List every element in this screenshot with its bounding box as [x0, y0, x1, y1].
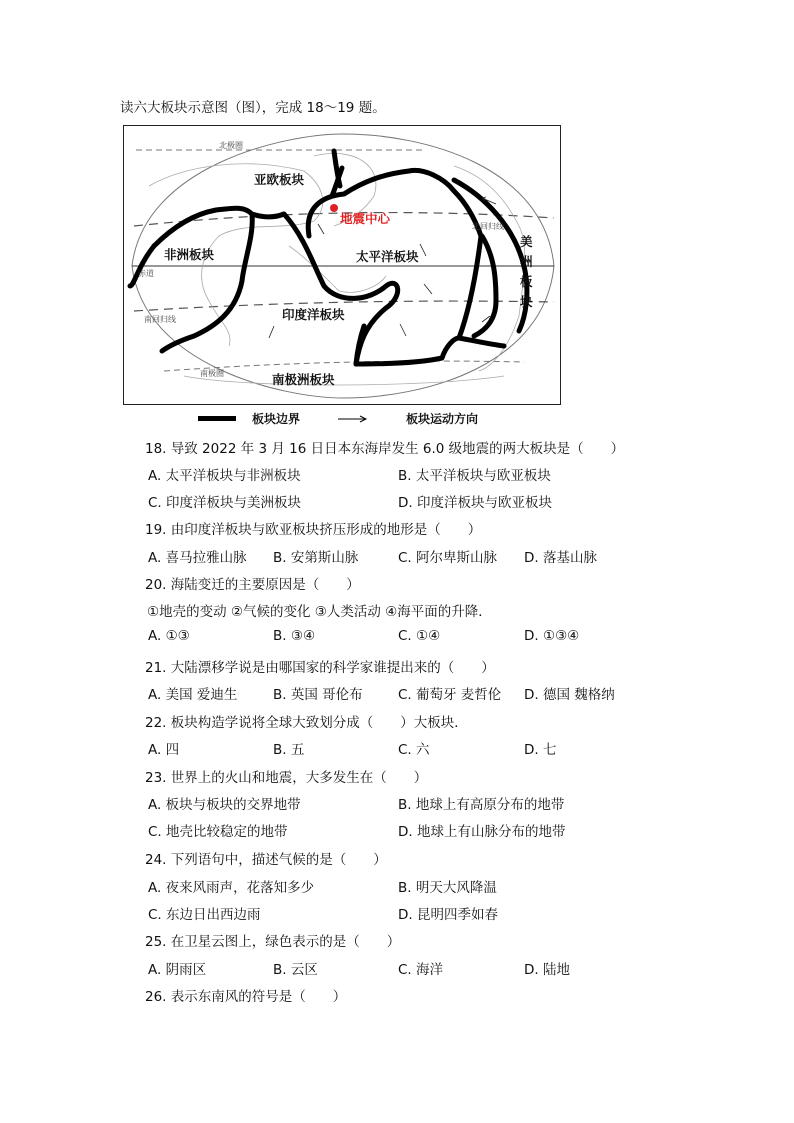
question-26-stem: 26. 表示东南风的符号是（ ） — [145, 989, 347, 1005]
intro-text: 读六大板块示意图（图），完成 18～19 题。 — [120, 100, 386, 116]
plate-map — [123, 125, 561, 405]
question-22-option-c[interactable]: C. 六 — [398, 742, 430, 758]
question-18-option-d[interactable]: D. 印度洋板块与欧亚板块 — [398, 495, 552, 511]
question-23-option-b[interactable]: B. 地球上有高原分布的地带 — [398, 797, 565, 813]
question-18-option-c[interactable]: C. 印度洋板块与美洲板块 — [148, 495, 302, 511]
question-18-option-a[interactable]: A. 太平洋板块与非洲板块 — [148, 468, 301, 484]
question-23-option-d[interactable]: D. 地球上有山脉分布的地带 — [398, 824, 566, 840]
legend-direction-label: 板块运动方向 — [406, 412, 479, 426]
question-22-stem: 22. 板块构造学说将全球大致划分成（ ）大板块． — [145, 715, 468, 731]
label-american-plate-3: 板 — [520, 274, 533, 289]
question-24-option-d[interactable]: D. 昆明四季如春 — [398, 907, 498, 923]
question-21-option-c[interactable]: C. 葡萄牙 麦哲伦 — [398, 687, 502, 703]
question-23-option-c[interactable]: C. 地壳比较稳定的地带 — [148, 824, 288, 840]
tropic-capricorn-label: 南回归线 — [144, 315, 176, 324]
legend-boundary-swatch — [198, 416, 236, 421]
legend-boundary — [198, 410, 300, 427]
boundary-eurasia-africa — [154, 208, 284, 246]
equator-label: 赤道 — [138, 269, 154, 278]
label-pacific-plate: 太平洋板块 — [356, 249, 419, 264]
question-25-stem: 25. 在卫星云图上，绿色表示的是（ ） — [145, 934, 401, 950]
question-19-stem: 19. 由印度洋板块与欧亚板块挤压形成的地形是（ ） — [145, 522, 482, 538]
map-legend — [198, 410, 528, 428]
question-21-stem: 21. 大陆漂移学说是由哪国家的科学家谁提出来的（ ） — [145, 660, 495, 676]
question-20-option-c[interactable]: C. ①④ — [398, 628, 441, 644]
question-24-option-c[interactable]: C. 东边日出西边雨 — [148, 907, 261, 923]
question-22-option-d[interactable]: D. 七 — [524, 742, 557, 758]
question-24-option-b[interactable]: B. 明天大风降温 — [398, 880, 497, 896]
question-19-option-b[interactable]: B. 安第斯山脉 — [273, 550, 359, 566]
plate-map-svg — [124, 126, 561, 405]
label-american-plate-2: 洲 — [520, 254, 533, 269]
question-20-option-b[interactable]: B. ③④ — [273, 628, 316, 644]
epicenter-label: 地震中心 — [340, 211, 391, 226]
arctic-circle-label: 北极圈 — [219, 141, 243, 150]
label-antarctic-plate: 南极洲板块 — [272, 372, 335, 387]
label-american-plate-4: 块 — [520, 294, 533, 309]
legend-boundary-label: 板块边界 — [252, 412, 301, 426]
question-22-option-a[interactable]: A. 四 — [148, 742, 180, 758]
label-african-plate: 非洲板块 — [164, 247, 215, 262]
question-21-option-d[interactable]: D. 德国 魏格纳 — [524, 687, 615, 703]
question-21-option-a[interactable]: A. 美国 爱迪生 — [148, 687, 238, 703]
arrow-icon — [338, 414, 368, 424]
question-25-option-b[interactable]: B. 云区 — [273, 962, 318, 978]
label-american-plate-1: 美 — [520, 234, 533, 249]
label-eurasian-plate: 亚欧板块 — [254, 172, 305, 187]
question-20-note: ①地壳的变动 ②气候的变化 ③人类活动 ④海平面的升降． — [147, 604, 492, 620]
question-24-option-a[interactable]: A. 夜来风雨声，花落知多少 — [148, 880, 315, 896]
question-18-option-b[interactable]: B. 太平洋板块与欧亚板块 — [398, 468, 551, 484]
question-19-option-c[interactable]: C. 阿尔卑斯山脉 — [398, 550, 498, 566]
question-25-option-a[interactable]: A. 阴雨区 — [148, 962, 207, 978]
question-25-option-c[interactable]: C. 海洋 — [398, 962, 444, 978]
legend-direction — [338, 410, 478, 427]
epicenter-marker — [330, 204, 338, 212]
question-23-stem: 23. 世界上的火山和地震，大多发生在（ ） — [145, 770, 428, 786]
question-22-option-b[interactable]: B. 五 — [273, 742, 305, 758]
question-20-stem: 20. 海陆变迁的主要原因是（ ） — [145, 577, 360, 593]
question-23-option-a[interactable]: A. 板块与板块的交界地带 — [148, 797, 301, 813]
question-24-stem: 24. 下列语句中，描述气候的是（ ） — [145, 852, 387, 868]
question-19-option-a[interactable]: A. 喜马拉雅山脉 — [148, 550, 247, 566]
antarctic-circle-label: 南极圈 — [200, 369, 224, 378]
question-20-option-d[interactable]: D. ①③④ — [524, 628, 580, 644]
question-25-option-d[interactable]: D. 陆地 — [524, 962, 570, 978]
question-21-option-b[interactable]: B. 英国 哥伦布 — [273, 687, 363, 703]
label-indian-plate: 印度洋板块 — [282, 307, 345, 322]
question-18-stem: 18. 导致 2022 年 3 月 16 日日本东海岸发生 6.0 级地震的两大板块是（ ） — [145, 441, 625, 457]
question-20-option-a[interactable]: A. ①③ — [148, 628, 190, 644]
tropic-cancer-label: 北回归线 — [472, 222, 504, 231]
question-19-option-d[interactable]: D. 落基山脉 — [524, 550, 597, 566]
